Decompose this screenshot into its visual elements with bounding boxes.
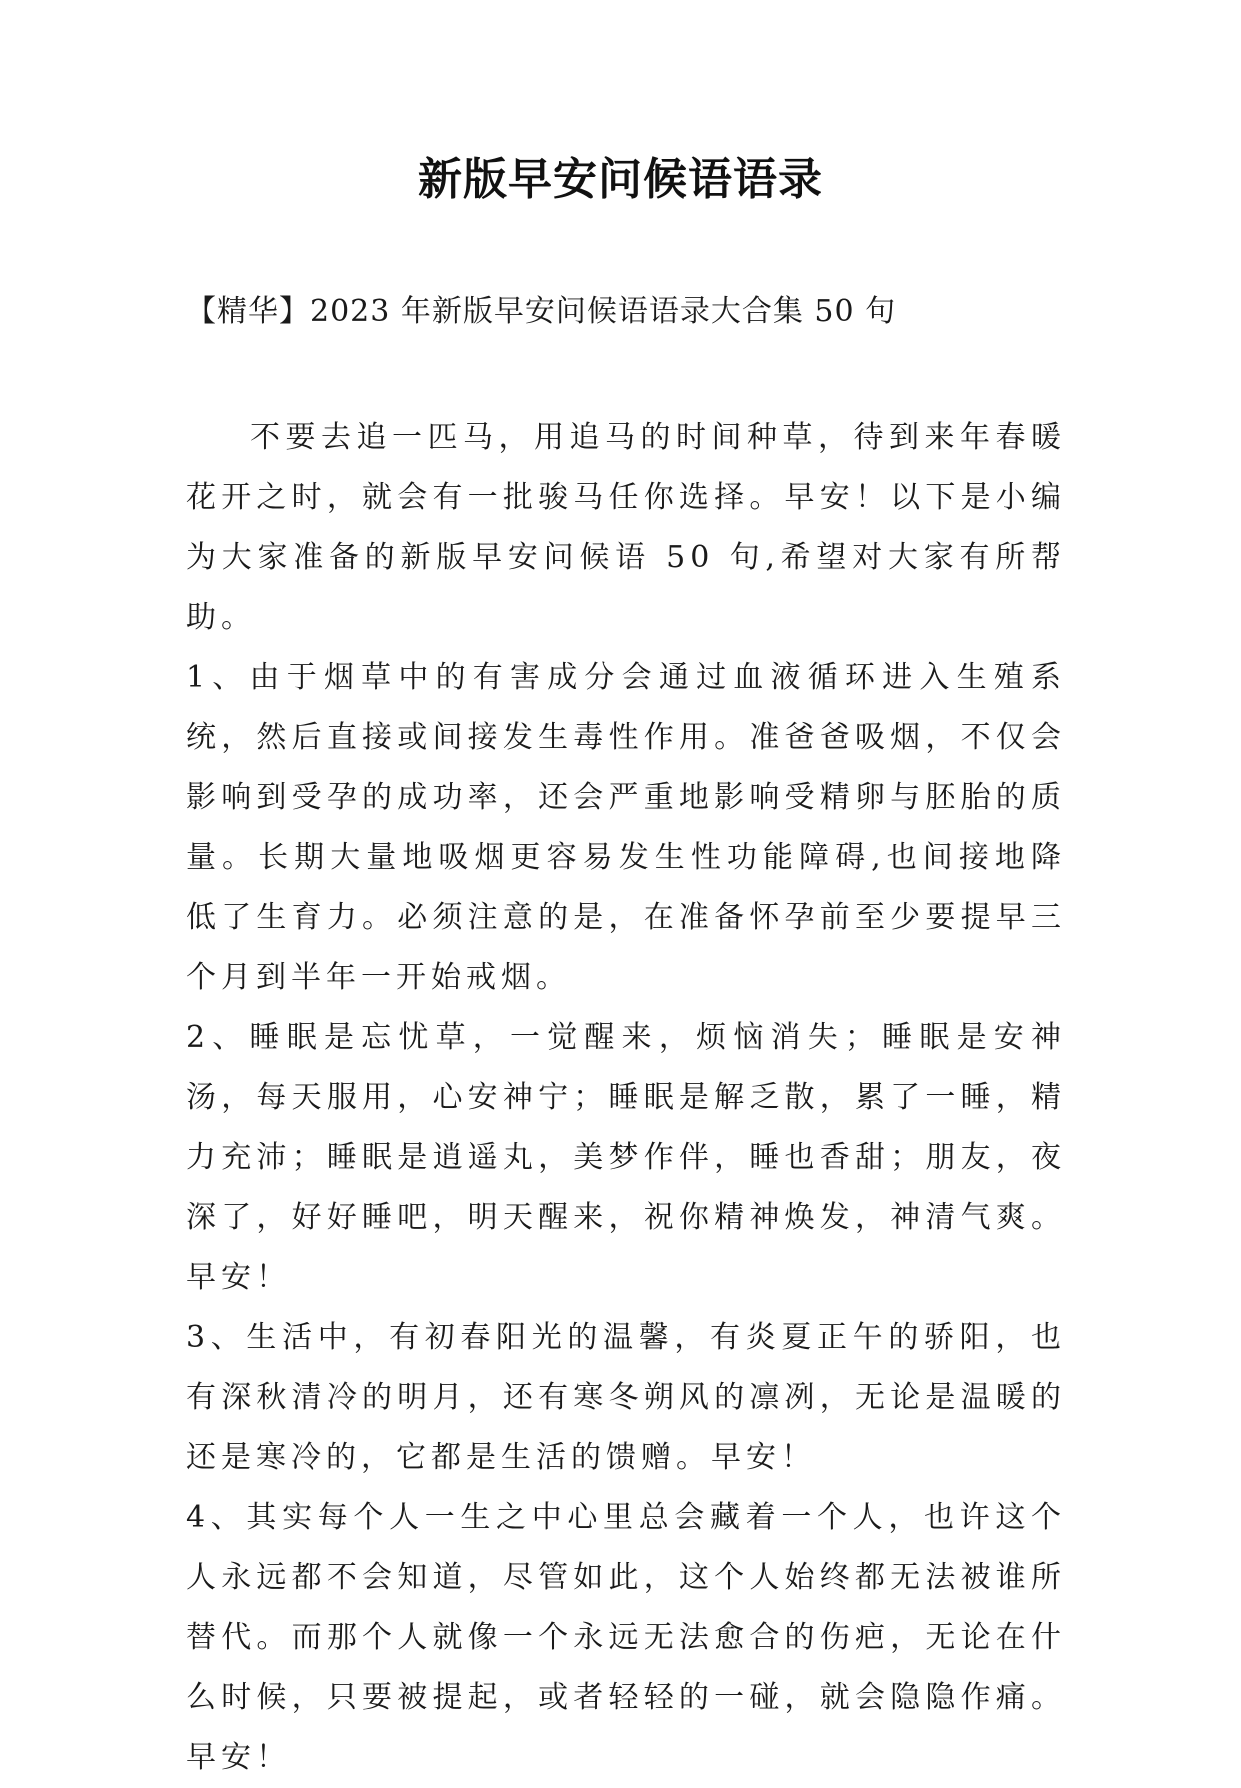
list-item: 1、由于烟草中的有害成分会通过血液循环进入生殖系统，然后直接或间接发生毒性作用。准爸爸吸烟，不仅会影响到受孕的成功率，还会严重地影响受精卵与胚胎的质量。长期大量地吸烟更容易发生性功能障碍,也间接地降低了生育力。必须注意的是，在准备怀孕前至少要提早三个月到半年一开始戒烟。: [186, 660, 1066, 995]
list-item: 4、其实每个人一生之中心里总会藏着一个人，也许这个人永远都不会知道，尽管如此，这个人始终都无法被谁所替代。而那个人就像一个永远无法愈合的伤疤，无论在什么时候，只要被提起，或者轻轻的一碰，就会隐隐作痛。早安！: [186, 1500, 1066, 1775]
list-item: 3、生活中，有初春阳光的温馨，有炎夏正午的骄阳，也有深秋清冷的明月，还有寒冬朔风的凛冽，无论是温暖的还是寒冷的，它都是生活的馈赠。早安！: [186, 1320, 1066, 1475]
intro-paragraph: 不要去追一匹马，用追马的时间种草，待到来年春暖花开之时，就会有一批骏马任你选择。早安！以下是小编为大家准备的新版早安问候语 50 句,希望对大家有所帮助。: [186, 420, 1066, 635]
document-body: [186, 408, 1066, 1788]
document-subtitle: 【精华】2023 年新版早安问候语语录大合集 50 句: [186, 294, 897, 329]
list-item: 2、睡眠是忘忧草，一觉醒来，烦恼消失；睡眠是安神汤，每天服用，心安神宁；睡眠是解乏散，累了一睡，精力充沛；睡眠是逍遥丸，美梦作伴，睡也香甜；朋友，夜深了，好好睡吧，明天醒来，祝你精神焕发，神清气爽。早安！: [186, 1020, 1066, 1295]
document-title: 新版早安问候语语录: [418, 154, 823, 205]
